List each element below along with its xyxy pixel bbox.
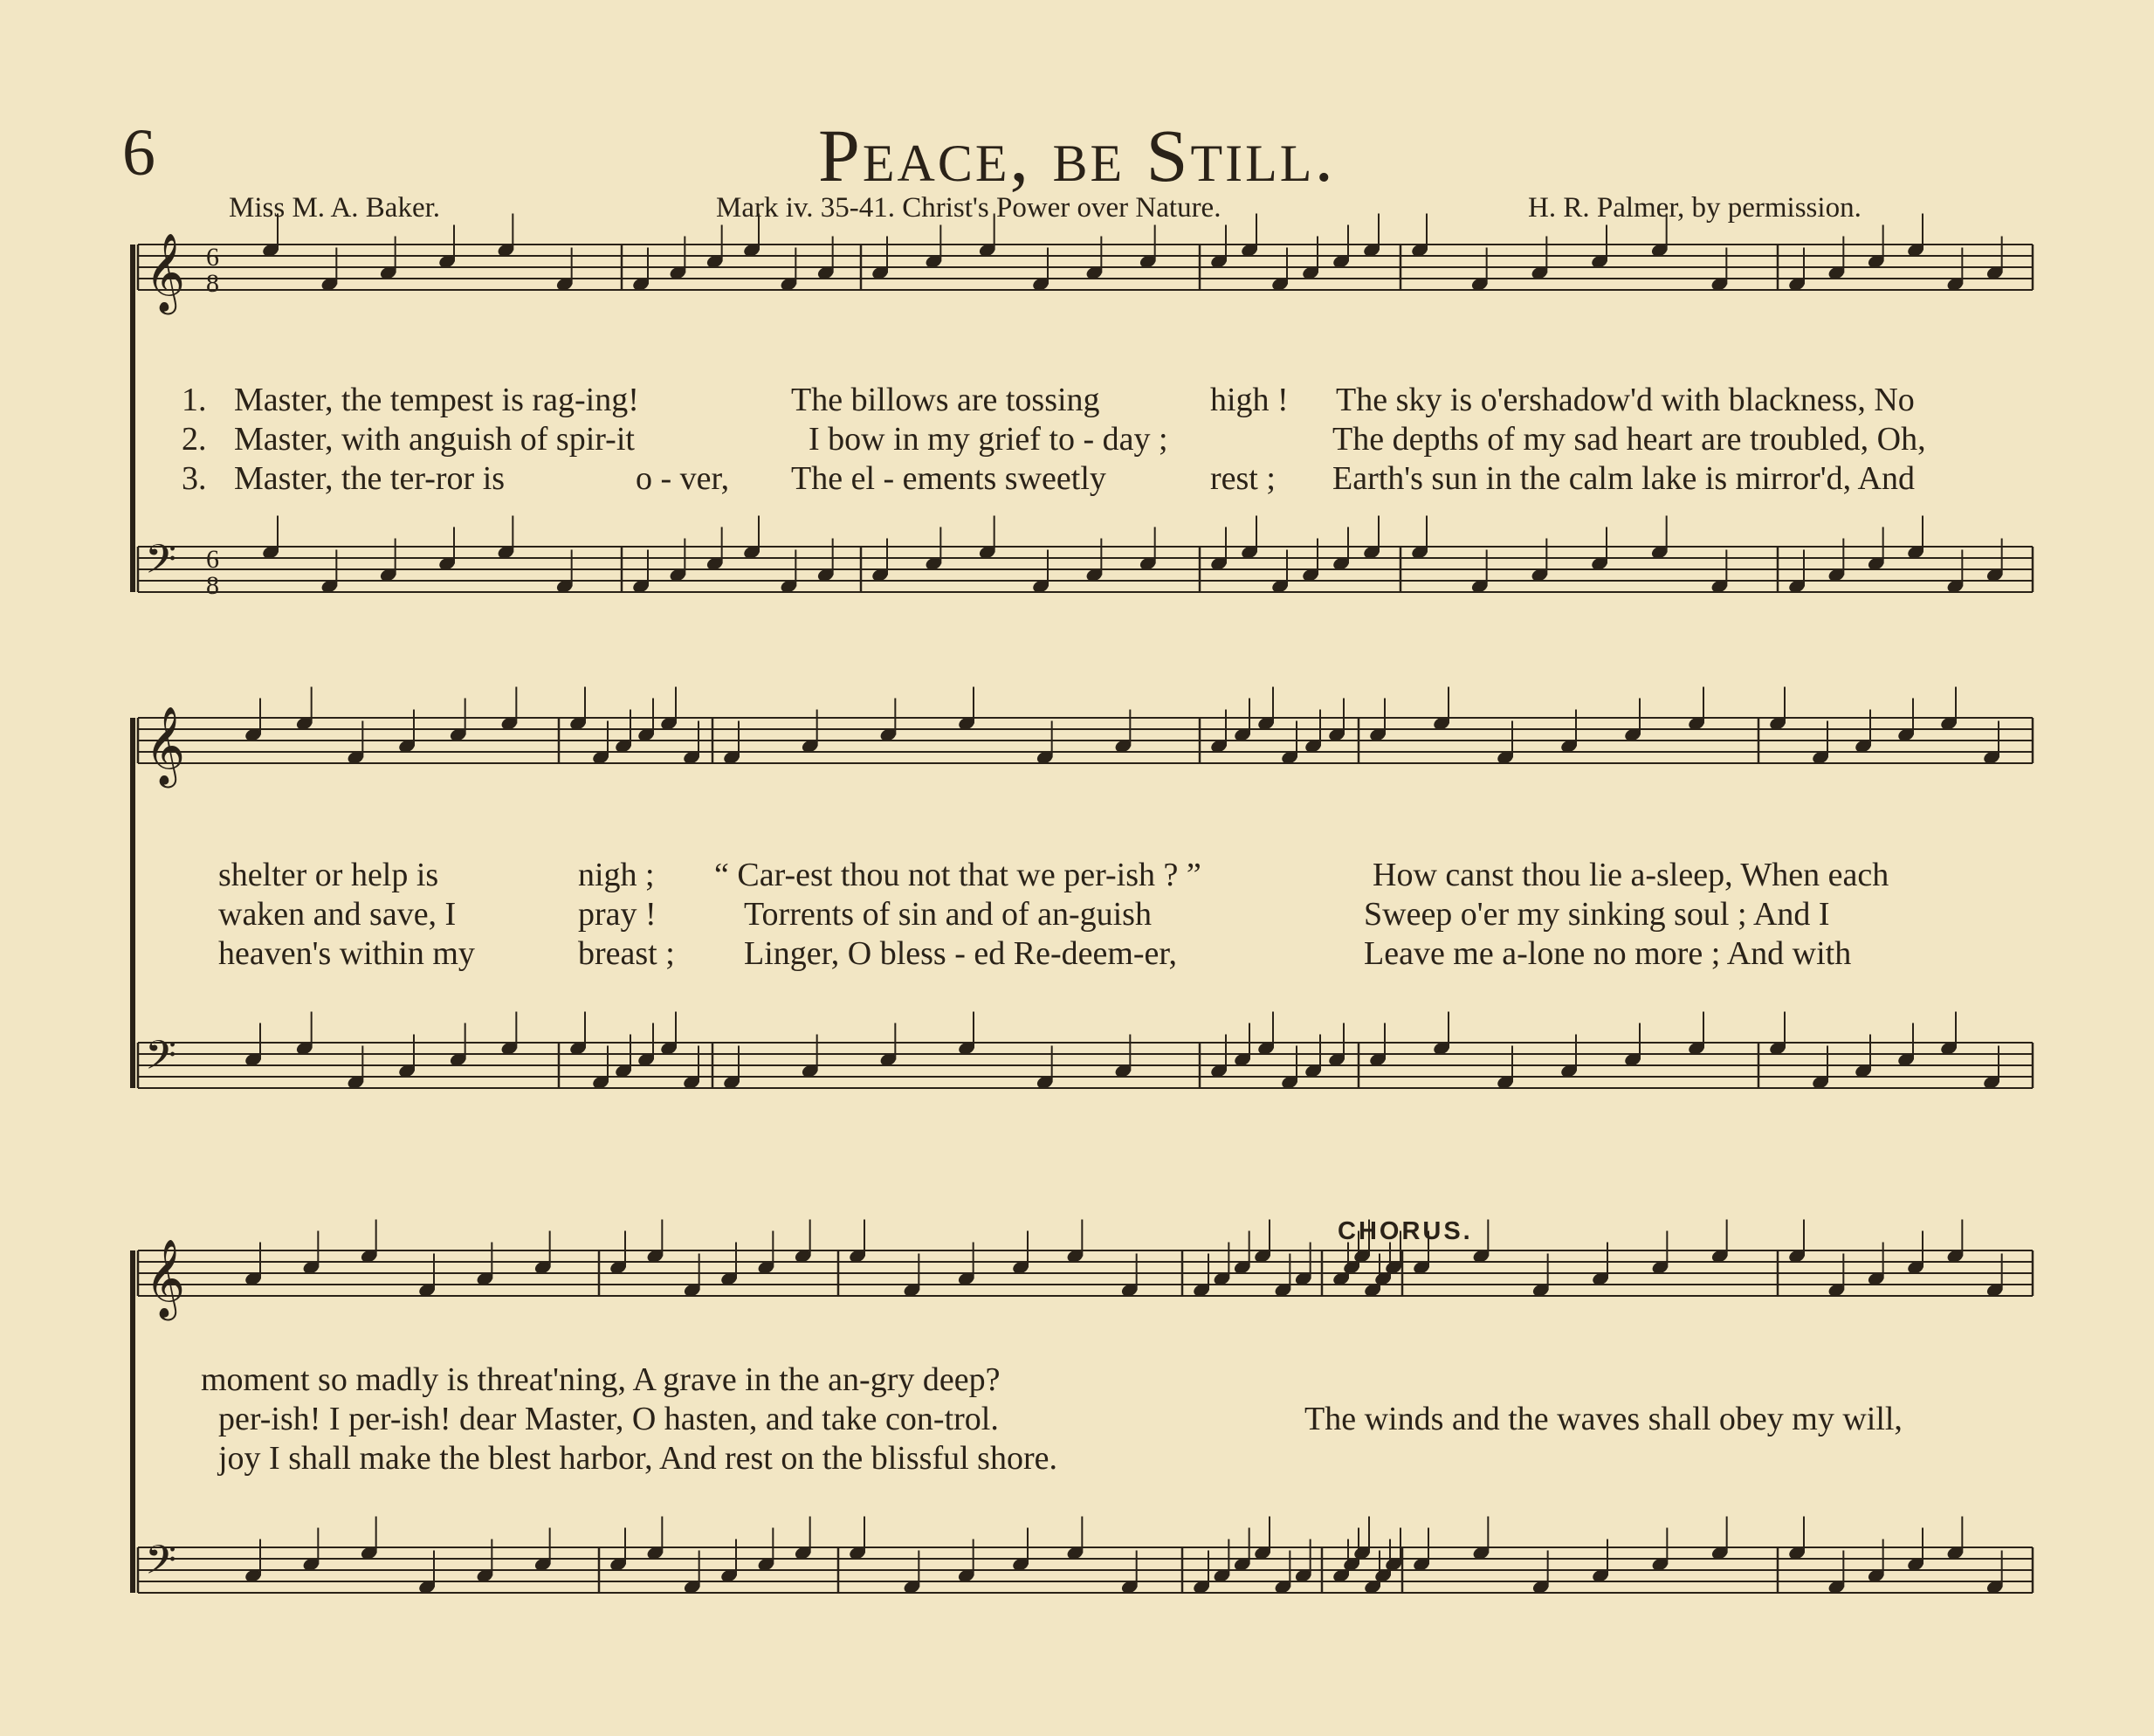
treble-clef: 𝄞 bbox=[145, 706, 186, 785]
bass-clef: 𝄢 bbox=[145, 536, 177, 593]
lyric-line: high ! bbox=[1210, 382, 1289, 418]
song-title: Peace, be Still. bbox=[818, 114, 1336, 197]
lyric-line: breast ; bbox=[578, 935, 675, 972]
time-signature-denominator: 8 bbox=[206, 269, 219, 298]
lyric-line: Master, with anguish of spir-it bbox=[234, 421, 635, 458]
lyric-line: heaven's within my bbox=[218, 935, 475, 972]
lyric-line: I bow in my grief to - day ; bbox=[809, 421, 1168, 458]
treble-clef: 𝄞 bbox=[145, 233, 186, 312]
time-signature-numerator: 6 bbox=[206, 545, 219, 574]
bass-clef: 𝄢 bbox=[145, 1032, 177, 1089]
lyric-line: The el - ements sweetly bbox=[791, 460, 1106, 497]
chorus-label: CHORUS. bbox=[1338, 1217, 1473, 1245]
treble-clef: 𝄞 bbox=[145, 1239, 186, 1318]
lyric-line: The depths of my sad heart are troubled, Oh, bbox=[1332, 421, 1926, 458]
bass-clef: 𝄢 bbox=[145, 1537, 177, 1594]
lyric-line: The billows are tossing bbox=[791, 382, 1100, 418]
lyric-line: “ Car-est thou not that we per-ish ? ” bbox=[714, 857, 1201, 893]
lyric-line: rest ; bbox=[1210, 460, 1276, 497]
time-signature-numerator: 6 bbox=[206, 243, 219, 272]
page-number: 6 bbox=[122, 116, 155, 189]
author-credit: Miss M. A. Baker. bbox=[229, 192, 441, 224]
lyric-line: Sweep o'er my sinking soul ; And I bbox=[1364, 896, 1830, 933]
verse-2-number: 2. bbox=[182, 421, 207, 458]
composer-credit: H. R. Palmer, by permission. bbox=[1528, 192, 1862, 224]
lyric-line: pray ! bbox=[578, 896, 657, 933]
lyric-line: per-ish! I per-ish! dear Master, O hasten, and take con-trol. bbox=[218, 1401, 999, 1437]
lyric-line: nigh ; bbox=[578, 857, 655, 893]
scripture-reference: Mark iv. 35-41. Christ's Power over Nature. bbox=[716, 192, 1222, 224]
verse-1-number: 1. bbox=[182, 382, 207, 418]
lyric-line: Leave me a-lone no more ; And with bbox=[1364, 935, 1852, 972]
lyric-line: How canst thou lie a-sleep, When each bbox=[1373, 857, 1889, 893]
lyric-line: waken and save, I bbox=[218, 896, 457, 933]
verse-3-number: 3. bbox=[182, 460, 207, 497]
lyric-line: Linger, O bless - ed Re-deem-er, bbox=[744, 935, 1178, 972]
lyric-line: shelter or help is bbox=[218, 857, 439, 893]
lyric-line: Earth's sun in the calm lake is mirror'd, And bbox=[1332, 460, 1915, 497]
lyric-line: Master, the tempest is rag-ing! bbox=[234, 382, 639, 418]
lyric-line: The winds and the waves shall obey my will, bbox=[1304, 1401, 1903, 1437]
lyric-line: moment so madly is threat'ning, A grave in the an-gry deep? bbox=[201, 1361, 1001, 1398]
lyric-line: The sky is o'ershadow'd with blackness, No bbox=[1336, 382, 1915, 418]
lyric-line: o - ver, bbox=[636, 460, 730, 497]
lyric-line: Master, the ter-ror is bbox=[234, 460, 506, 497]
lyric-line: joy I shall make the blest harbor, And rest on the blissful shore. bbox=[218, 1440, 1057, 1477]
lyric-line: Torrents of sin and of an-guish bbox=[744, 896, 1152, 933]
time-signature-denominator: 8 bbox=[206, 571, 219, 600]
